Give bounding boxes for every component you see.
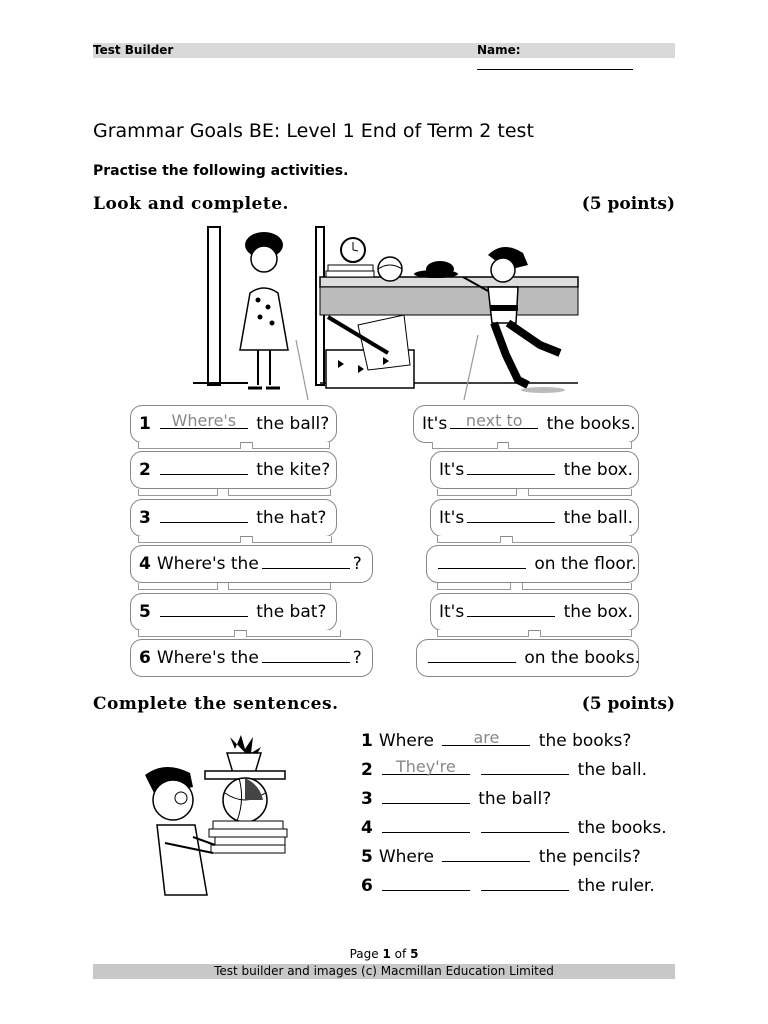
item-post: ? xyxy=(352,554,362,574)
item-post: the books. xyxy=(546,414,636,434)
answer-blank[interactable] xyxy=(160,411,248,430)
answer-bubble-1 xyxy=(413,405,639,443)
item-post: the ball. xyxy=(563,508,633,528)
sentence-number: 2 xyxy=(361,760,373,780)
item-post: the box. xyxy=(563,460,634,480)
answer-bubble-3 xyxy=(430,499,639,537)
bubble-tab xyxy=(228,489,331,496)
item-post: the hat? xyxy=(256,508,327,528)
answer-bubble-5 xyxy=(430,593,639,631)
sentence-text: Where xyxy=(378,731,434,751)
answer-blank[interactable] xyxy=(467,508,555,523)
item-post: on the books. xyxy=(524,648,640,668)
sentence-number: 1 xyxy=(361,731,373,751)
example-answer: They're xyxy=(395,757,456,776)
item-pre: It's xyxy=(439,460,465,480)
sentence-text: the books. xyxy=(577,818,667,838)
item-post: on the floor. xyxy=(534,554,637,574)
item-pre: Where's the xyxy=(156,554,259,574)
classroom-illustration xyxy=(188,225,580,400)
instruction: Practise the following activities. xyxy=(93,163,349,179)
answer-blank[interactable] xyxy=(160,602,248,617)
question-bubble-6 xyxy=(130,639,373,677)
example-answer: are xyxy=(473,728,500,747)
answer-bubble-2 xyxy=(430,451,639,489)
bubble-tab xyxy=(437,630,529,637)
page-label: Page xyxy=(349,947,379,961)
answer-blank[interactable] xyxy=(450,411,538,430)
sentence-text: the ball? xyxy=(478,789,552,809)
item-post: the bat? xyxy=(256,602,327,622)
copyright-footer: Test builder and images (c) Macmillan Education Limited xyxy=(93,964,675,979)
bubble-tab xyxy=(252,442,330,449)
sentence-6 xyxy=(361,876,655,896)
boy-carrying-books-illustration xyxy=(135,725,295,897)
item-post: ? xyxy=(352,648,362,668)
bubble-tab xyxy=(246,630,341,637)
answer-blank[interactable] xyxy=(467,602,555,617)
bubble-tab xyxy=(138,442,241,449)
answer-blank[interactable] xyxy=(262,648,350,663)
question-bubble-2 xyxy=(130,451,337,489)
answer-blank[interactable] xyxy=(382,789,470,804)
bubble-tab xyxy=(138,630,235,637)
answer-blank[interactable] xyxy=(442,847,530,862)
item-number: 3 xyxy=(139,508,151,528)
answer-blank[interactable] xyxy=(382,876,470,891)
question-bubble-4 xyxy=(130,545,373,583)
total-pages: 5 xyxy=(410,947,419,961)
header-left: Test Builder xyxy=(93,43,174,57)
item-post: the box. xyxy=(563,602,634,622)
page-header xyxy=(93,43,675,58)
question-bubble-1 xyxy=(130,405,337,443)
sentence-text: Where xyxy=(378,847,434,867)
item-number: 5 xyxy=(139,602,151,622)
section1-points: (5 points) xyxy=(581,194,675,214)
sentence-number: 6 xyxy=(361,876,373,896)
item-pre: It's xyxy=(439,602,465,622)
answer-blank[interactable] xyxy=(438,554,526,569)
sentence-text: the ruler. xyxy=(577,876,655,896)
item-post: the kite? xyxy=(256,460,331,480)
answer-blank[interactable] xyxy=(382,757,470,776)
sentence-3 xyxy=(361,789,551,809)
answer-blank[interactable] xyxy=(481,818,569,833)
bubble-tab xyxy=(138,583,218,590)
answer-blank[interactable] xyxy=(262,554,350,569)
question-bubble-5 xyxy=(130,593,337,631)
name-field[interactable] xyxy=(477,43,675,71)
item-pre: It's xyxy=(422,414,448,434)
answer-blank[interactable] xyxy=(442,728,530,747)
answer-blank[interactable] xyxy=(428,648,516,663)
bubble-tab xyxy=(138,536,241,543)
section2-heading: Complete the sentences. xyxy=(93,694,339,714)
sentence-text: the books? xyxy=(538,731,632,751)
sentence-5 xyxy=(361,847,641,867)
bubble-tab xyxy=(508,442,632,449)
item-number: 6 xyxy=(139,648,151,668)
example-answer: Where's xyxy=(171,411,237,430)
page-number xyxy=(0,947,768,961)
answer-blank[interactable] xyxy=(481,876,569,891)
answer-blank[interactable] xyxy=(160,508,248,523)
sentence-2 xyxy=(361,757,648,780)
bubble-tab xyxy=(437,536,501,543)
bubble-tab xyxy=(528,489,632,496)
bubble-tab xyxy=(512,536,632,543)
bubble-tab xyxy=(522,583,632,590)
current-page: 1 xyxy=(382,947,391,961)
answer-blank[interactable] xyxy=(481,760,569,775)
answer-bubble-6 xyxy=(416,639,639,677)
name-line xyxy=(477,57,633,70)
item-number: 4 xyxy=(139,554,151,574)
sentence-number: 3 xyxy=(361,789,373,809)
bubble-tab xyxy=(228,583,331,590)
question-bubble-3 xyxy=(130,499,337,537)
bubble-tab xyxy=(437,583,511,590)
item-number: 1 xyxy=(139,414,151,434)
bubble-tab xyxy=(540,630,632,637)
sentence-number: 5 xyxy=(361,847,373,867)
answer-blank[interactable] xyxy=(382,818,470,833)
bubble-tab xyxy=(432,442,498,449)
answer-blank[interactable] xyxy=(160,460,248,475)
page-title: Grammar Goals BE: Level 1 End of Term 2 test xyxy=(93,120,534,142)
bubble-tab xyxy=(437,489,517,496)
name-label: Name: xyxy=(477,43,521,57)
sentence-text: the ball. xyxy=(577,760,648,780)
sentence-number: 4 xyxy=(361,818,373,838)
answer-blank[interactable] xyxy=(467,460,555,475)
answer-bubble-4 xyxy=(426,545,639,583)
item-post: the ball? xyxy=(256,414,330,434)
item-number: 2 xyxy=(139,460,151,480)
sentence-text: the pencils? xyxy=(538,847,641,867)
section1-heading: Look and complete. xyxy=(93,194,289,214)
of-label: of xyxy=(394,947,407,961)
bubble-tab xyxy=(252,536,332,543)
example-answer: next to xyxy=(465,411,523,430)
sentence-4 xyxy=(361,818,667,838)
bubble-tab xyxy=(138,489,218,496)
sentence-1 xyxy=(361,728,632,751)
item-pre: Where's the xyxy=(156,648,259,668)
section2-points: (5 points) xyxy=(581,694,675,714)
item-pre: It's xyxy=(439,508,465,528)
